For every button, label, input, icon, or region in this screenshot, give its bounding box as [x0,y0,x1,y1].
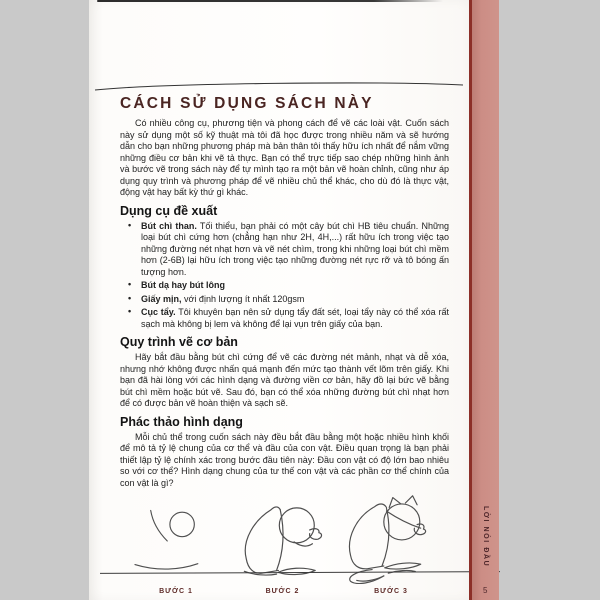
section-heading-process: Quy trình vẽ cơ bản [120,335,238,349]
process-paragraph: Hãy bắt đầu bằng bút chì cứng để vẽ các đường nét mảnh, nhạt và dễ xóa, nhưng nhớ không được nhấn quá mạnh đến mức tạo thành vết lõm trên giấy. Khi bạn đã hài lòng với các hình dạng và đường viền cơ bản, hãy đồ lại bức vẽ bằng bút chì mềm hoặc bút vẽ. Sau đó, bạn có thể xóa những đường bút chì nhạt hơn để có được bản vẽ hoàn thiện và sạch sẽ. [120,352,449,408]
list-item [120,280,449,292]
bullet-icon: • [128,279,132,289]
list-item [120,294,449,306]
step-2-figure [237,498,329,595]
step-1-sketch-icon [128,498,224,584]
tools-list [120,221,449,331]
list-item [120,221,449,279]
step-2-label: BƯỚC 2 [265,588,300,595]
book-page [89,0,470,600]
step-3-figure [341,494,441,595]
bullet-lead: Cục tẩy. [141,307,176,317]
section-heading-tools: Dụng cụ đề xuất [120,203,218,218]
bullet-lead: Bút dạ hay bút lông [141,280,225,290]
drawing-steps-row [120,494,449,595]
shapes-paragraph: Mỗi chủ thể trong cuốn sách này đều bắt đầu bằng một hoặc nhiều hình khối để mô tả tỷ lệ chung của cơ thể và đầu của con vật. Điều quan trọng là bạn phải thiết lập tỷ lệ chính xác trong bước đầu tiên này: Đầu con vật có độ lớn bao nhiêu so với cơ thể? Hình dạng chung của tư thế con vật và các phần cơ thể chính của con vật là gì? [120,431,449,488]
bullet-text: với định lượng ít nhất 120gsm [184,293,305,304]
step-3-label: BƯỚC 3 [374,588,408,595]
bullet-lead: Giấy mịn, [141,293,182,304]
intro-paragraph: Có nhiều công cụ, phương tiện và phong cách để vẽ các loài vật. Cuốn sách này sử dụng một số kỹ thuật mà tôi đã học được trong nhiều năm và sẽ hướng dẫn cho bạn những phương pháp mà bản thân tôi thấy hữu ích nhất để nắm vững những điều cơ bản khi vẽ tả thực. Bạn có thể trực tiếp sao chép những hình ảnh và bước vẽ trong sách này để tự mình tạo ra một bản vẽ hoàn chỉnh, cũng như áp dụng quy trình và phương pháp để vẽ nhiều chủ thể khác, cho dù đó là thực vật, động vật hay bất kỳ thứ gì khác. [120,118,449,197]
bullet-text: Tôi khuyên bạn nên sử dụng tẩy đất sét, loại tẩy này có thể xóa rất sạch mà không bị lem và không để lại vụn trên giấy của bạn. [141,307,449,329]
bullet-text: Tối thiểu, bạn phải có một cây bút chì HB tiêu chuẩn. Những loại bút chì cứng hơn (chẳng hạn như 2H, 4H,...) rất hữu ích trong việc tạo những đường nét nhạt hơn và vẽ nét chìm, trong khi những loại bút chì mềm hơn (2-6B) lại hữu ích trong việc tạo những đường nét rực rỡ và tô bóng ấn tượng hơn. [141,220,449,277]
bullet-icon: • [128,219,132,230]
bullet-icon: • [128,306,132,316]
bullet-lead: Bút chì than. [141,220,197,231]
book-top-edge-shadow [97,0,443,2]
page-title: CÁCH SỬ DỤNG SÁCH NÀY [120,95,374,112]
step-1-figure [128,498,224,595]
header-rule-line [93,78,465,94]
chapter-tab-spine [472,0,500,600]
step-1-label: BƯỚC 1 [159,588,193,595]
chapter-tab-label: LỜI NÓI ĐẦU [481,506,489,568]
bullet-icon: • [128,292,132,303]
list-item [120,307,449,330]
section-heading-shapes: Phác thảo hình dạng [120,414,243,429]
page-number: 5 [483,586,488,595]
page-content [120,95,449,595]
